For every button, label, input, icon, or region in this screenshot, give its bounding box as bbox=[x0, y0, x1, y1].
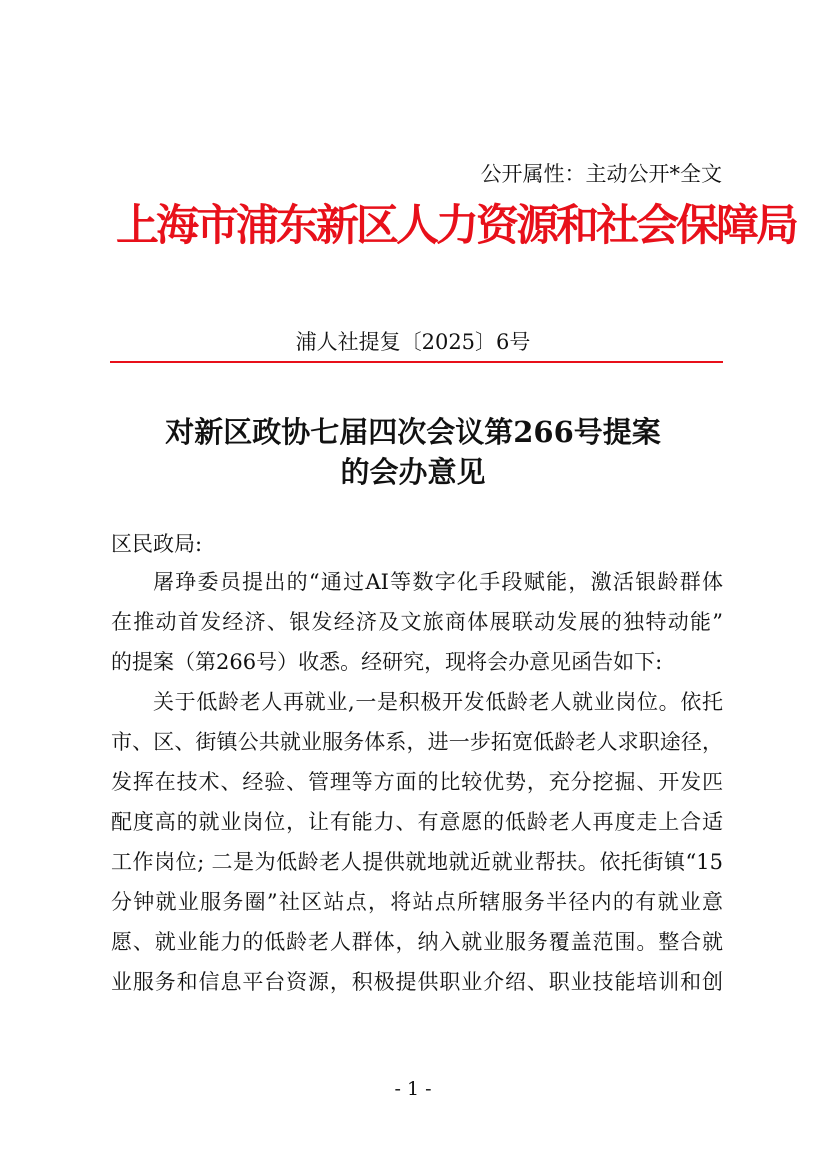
body-line: 配度高的就业岗位，让有能力、有意愿的低龄老人再度走上合适 bbox=[111, 810, 723, 834]
body-line: 市、区、街镇公共就业服务体系，进一步拓宽低龄老人求职途径， bbox=[111, 730, 723, 754]
addressee: 区民政局: bbox=[111, 532, 203, 556]
body-line: 业服务和信息平台资源，积极提供职业介绍、职业技能培训和创 bbox=[111, 970, 723, 994]
page-number: - 1 - bbox=[394, 1078, 432, 1100]
body-line: 发挥在技术、经验、管理等方面的比较优势，充分挖掘、开发匹 bbox=[111, 770, 723, 794]
body-line: 屠琤委员提出的“通过AI等数字化手段赋能，激活银龄群体 bbox=[153, 570, 723, 594]
agency-letterhead: 上海市浦东新区人力资源和社会保障局 bbox=[116, 201, 796, 251]
body-line: 关于低龄老人再就业,一是积极开发低龄老人就业岗位。依托 bbox=[153, 690, 723, 714]
disclosure-attribute: 公开属性：主动公开*全文 bbox=[480, 162, 722, 186]
body-line: 分钟就业服务圈”社区站点，将站点所辖服务半径内的有就业意 bbox=[111, 890, 723, 914]
red-separator-line bbox=[110, 361, 723, 363]
body-line: 工作岗位; 二是为低龄老人提供就地就近就业帮扶。依托街镇“15 bbox=[111, 850, 723, 874]
document-title-line-1: 对新区政协七届四次会议第266号提案 bbox=[165, 415, 661, 449]
body-line: 在推动首发经济、银发经济及文旅商体展联动发展的独特动能” bbox=[111, 610, 723, 634]
document-title-line-2: 的会办意见 bbox=[340, 455, 486, 489]
document-number: 浦人社提复〔2025〕6号 bbox=[295, 330, 531, 354]
body-line: 的提案（第266号）收悉。经研究，现将会办意见函告如下: bbox=[111, 650, 663, 674]
body-line: 愿、就业能力的低龄老人群体，纳入就业服务覆盖范围。整合就 bbox=[111, 930, 723, 954]
